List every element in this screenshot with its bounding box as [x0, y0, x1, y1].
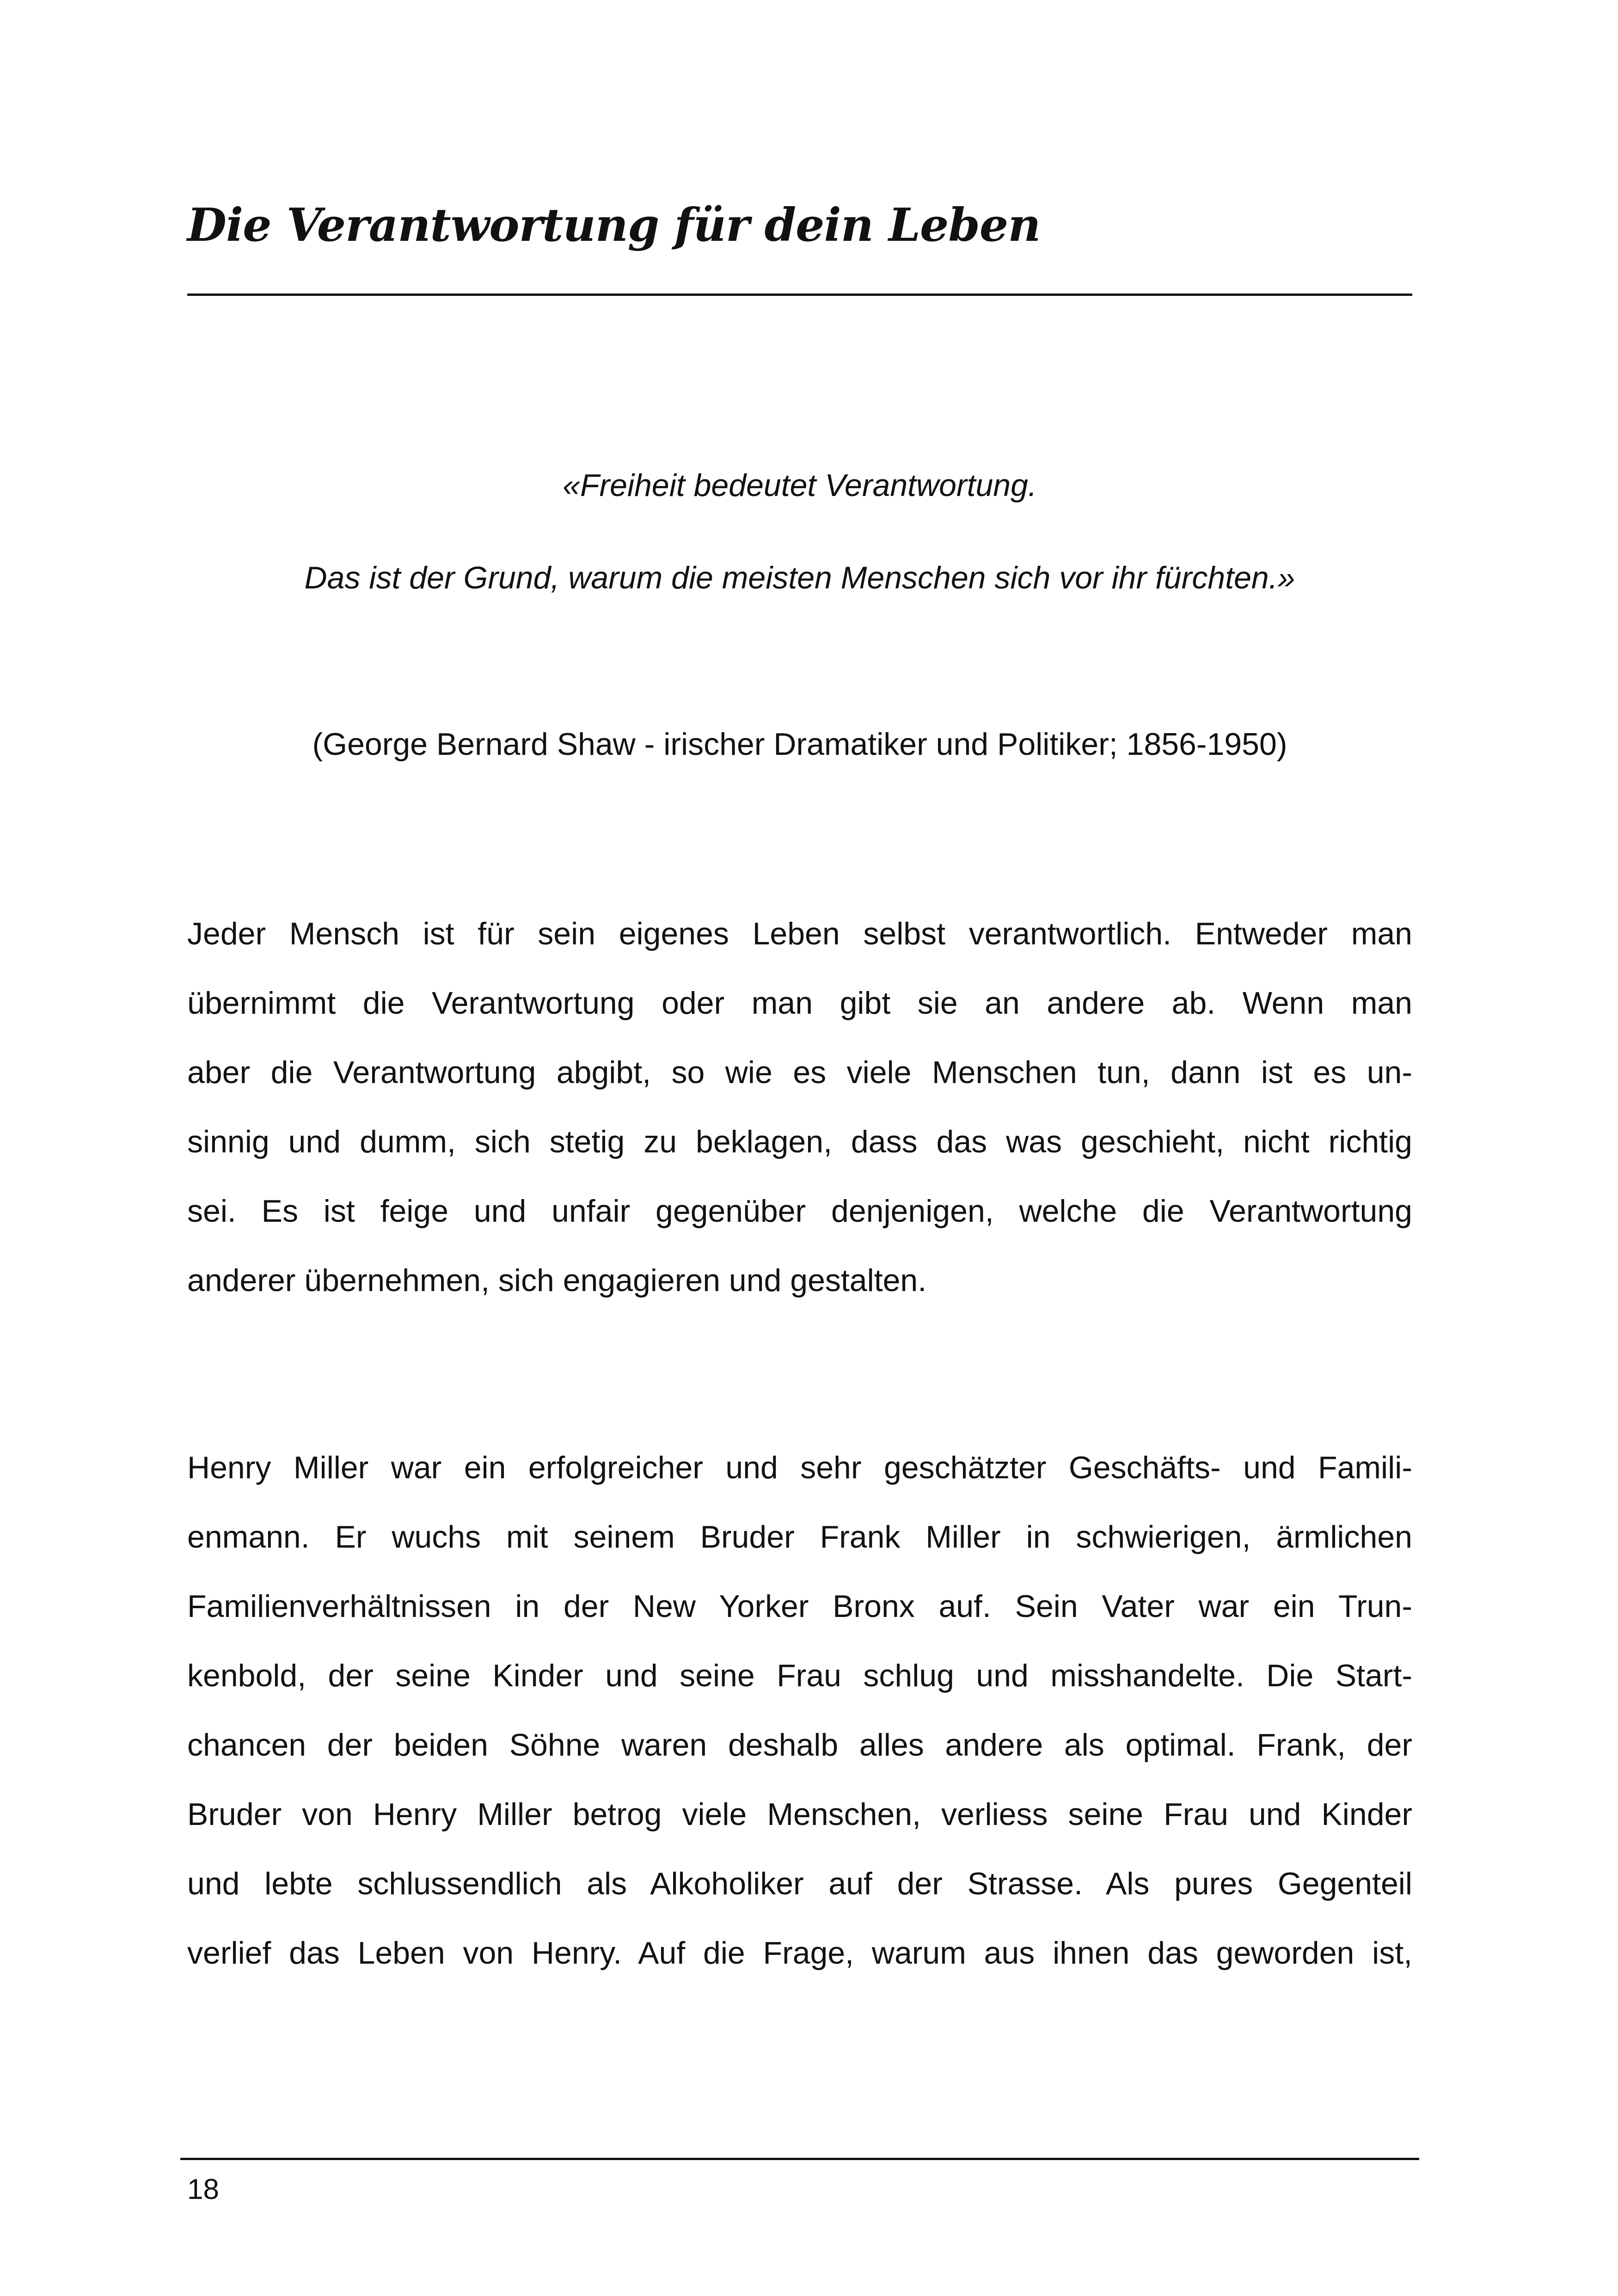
paragraph-2-line-6: Bruder von Henry Miller betrog viele Menschen, verliess seine Frau und Kinder	[187, 1797, 1412, 1832]
title-underline	[187, 294, 1412, 296]
paragraph-1-line-4: sinnig und dumm, sich stetig zu beklagen, dass das was geschieht, nicht richtig	[187, 1124, 1412, 1159]
epigraph-attribution: (George Bernard Shaw - irischer Dramatiker und Politiker; 1856-1950)	[312, 727, 1287, 762]
epigraph-line-2: Das ist der Grund, warum die meisten Menschen sich vor ihr fürchten.»	[304, 560, 1295, 595]
paragraph-1-line-3: aber die Verantwortung abgibt, so wie es viele Menschen tun, dann ist es un-	[187, 1055, 1412, 1090]
paragraph-2-line-7: und lebte schlussendlich als Alkoholiker auf der Strasse. Als pures Gegenteil	[187, 1866, 1412, 1901]
paragraph-1-line-5: sei. Es ist feige und unfair gegenüber denjenigen, welche die Verantwortung	[187, 1194, 1412, 1229]
paragraph-2-line-1: Henry Miller war ein erfolgreicher und sehr geschätzter Geschäfts- und Famili-	[187, 1450, 1412, 1485]
paragraph-1-line-1: Jeder Mensch ist für sein eigenes Leben selbst verantwortlich. Entweder man	[187, 916, 1412, 951]
paragraph-2-line-3: Familienverhältnissen in der New Yorker Bronx auf. Sein Vater war ein Trun-	[187, 1589, 1412, 1624]
paragraph-1-line-2: übernimmt die Verantwortung oder man gibt sie an andere ab. Wenn man	[187, 986, 1412, 1021]
chapter-title: Die Verantwortung für dein Leben	[187, 199, 1041, 252]
paragraph-2-line-4: kenbold, der seine Kinder und seine Frau schlug und misshandelte. Die Start-	[187, 1658, 1412, 1693]
page-number: 18	[187, 2174, 219, 2205]
paragraph-2-line-5: chancen der beiden Söhne waren deshalb alles andere als optimal. Frank, der	[187, 1727, 1412, 1763]
paragraph-1-line-6: anderer übernehmen, sich engagieren und gestalten.	[187, 1263, 927, 1298]
paragraph-2-line-8: verlief das Leben von Henry. Auf die Frage, warum aus ihnen das geworden ist,	[187, 1935, 1412, 1971]
footer-rule	[180, 2158, 1419, 2160]
paragraph-2-line-2: enmann. Er wuchs mit seinem Bruder Frank Miller in schwierigen, ärmlichen	[187, 1519, 1412, 1555]
epigraph-line-1: «Freiheit bedeutet Verantwortung.	[563, 468, 1037, 503]
